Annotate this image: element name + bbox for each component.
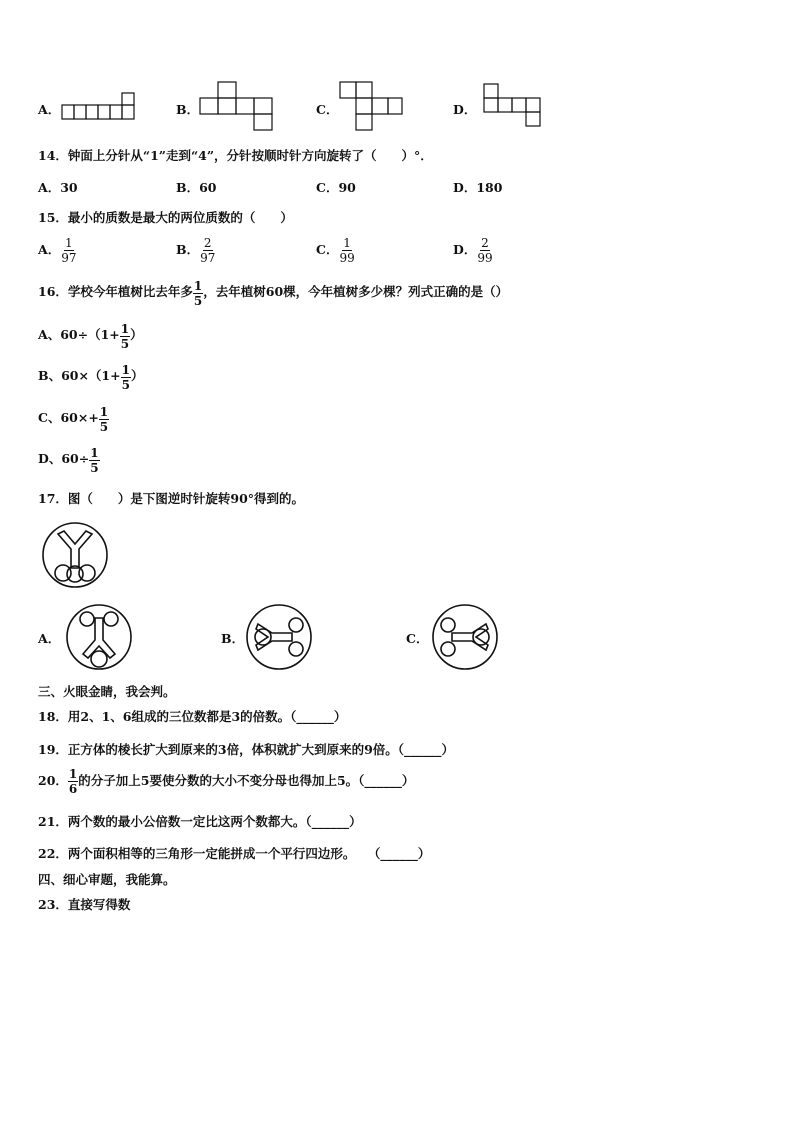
- q15-option-c: [316, 237, 356, 264]
- q20-statement: 的分子加上5要使分数的大小不变分母也得加上5。（______）: [78, 773, 415, 788]
- q13-net-d: [484, 84, 546, 130]
- q23-text: 23．直接写得数: [38, 897, 131, 912]
- fraction-denominator: 97: [200, 251, 216, 265]
- q13-net-c: [340, 82, 404, 132]
- q16-option-b-fraction: [121, 364, 131, 391]
- q17-option-c-figure: [432, 604, 500, 672]
- q13-option-a-label: A．: [38, 102, 61, 117]
- q14-option-d: D．180: [453, 180, 503, 195]
- q14-option-c: C．90: [316, 180, 356, 195]
- q16-option-b-post: ）: [130, 368, 144, 383]
- q15-option-d-fraction: [476, 237, 493, 264]
- q13-net-a: [62, 93, 136, 121]
- q15-option-d: [453, 237, 494, 264]
- q15-option-c-label: C．: [316, 242, 339, 257]
- section-4-title: 四、细心审题，我能算。: [38, 872, 176, 887]
- q14-option-b: B．60: [176, 180, 217, 195]
- fraction-numerator: 2: [481, 236, 489, 250]
- q22-text: 22．两个面积相等的三角形一定能拼成一个平行四边形。 （______）: [38, 846, 431, 861]
- q16-stem-post: ，去年植树60棵，今年植树多少棵？列式正确的是（）: [203, 284, 509, 299]
- fraction-numerator: 1: [68, 767, 78, 781]
- q16-option-c-fraction: [99, 406, 109, 433]
- fraction-denominator: 6: [68, 782, 78, 796]
- q14-stem: 14．钟面上分针从“1”走到“4”，分针按顺时针方向旋转了（ ）°．: [38, 148, 433, 163]
- q15-option-a-label: A．: [38, 242, 61, 257]
- q15-option-c-fraction: [338, 237, 355, 264]
- fraction-denominator: 5: [120, 337, 130, 351]
- q16-option-c-pre: C、60×+: [38, 410, 99, 425]
- q16-option-a-fraction: [120, 323, 130, 350]
- q17-stem: 17．图（ ）是下图逆时针旋转90°得到的。: [38, 491, 305, 506]
- fraction-denominator: 5: [90, 461, 99, 475]
- q21-text: 21．两个数的最小公倍数一定比这两个数都大。（______）: [38, 814, 362, 829]
- q16-option-b-pre: B、60×（1+: [38, 368, 121, 383]
- q16-option-b: [38, 364, 143, 391]
- q16-option-a: [38, 323, 143, 350]
- q13-option-b-label: B．: [176, 102, 200, 117]
- fraction-numerator: 1: [121, 363, 130, 377]
- q20-fraction: [68, 768, 78, 795]
- fraction-denominator: 99: [477, 251, 493, 265]
- q20-text: [38, 768, 414, 795]
- fraction-denominator: 5: [121, 378, 130, 392]
- q16-option-a-post: ）: [130, 327, 143, 342]
- fraction-denominator: 5: [99, 420, 109, 434]
- q15-option-a: [38, 237, 77, 264]
- q20-number: 20．: [38, 773, 68, 788]
- q16-option-a-pre: A、60÷（1+: [38, 327, 120, 342]
- fraction-denominator: 5: [193, 294, 203, 308]
- q14-option-a: A．30: [38, 180, 78, 195]
- q13-net-b: [200, 82, 276, 132]
- q13-option-d-label: D．: [453, 102, 477, 117]
- fraction-numerator: 1: [99, 405, 109, 419]
- q17-option-a-figure: [66, 604, 134, 672]
- q16-option-c: [38, 406, 109, 433]
- fraction-numerator: 1: [120, 322, 130, 336]
- section-3-title: 三、火眼金睛，我会判。: [38, 684, 176, 699]
- q15-option-b: [176, 237, 216, 264]
- q15-option-b-label: B．: [176, 242, 200, 257]
- q16-stem-pre: 16．学校今年植树比去年多: [38, 284, 193, 299]
- q17-option-a-label: A．: [38, 631, 61, 646]
- q15-option-a-fraction: [60, 237, 77, 264]
- fraction-numerator: 1: [65, 236, 73, 250]
- q16-stem-fraction: [193, 280, 203, 307]
- fraction-numerator: 1: [90, 446, 99, 460]
- q18-text: 18．用2、1、6组成的三位数都是3的倍数。（______）: [38, 709, 347, 724]
- q17-original-figure: [42, 522, 110, 590]
- q15-stem: 15．最小的质数是最大的两位质数的（ ）: [38, 210, 293, 225]
- q16-option-d: [38, 447, 100, 474]
- q17-option-c-label: C．: [406, 631, 429, 646]
- q16-option-d-pre: D、60÷: [38, 451, 90, 466]
- q17-option-b-figure: [246, 604, 314, 672]
- fraction-numerator: 1: [343, 236, 351, 250]
- q13-option-c-label: C．: [316, 102, 339, 117]
- q16-stem: [38, 280, 508, 307]
- q19-text: 19．正方体的棱长扩大到原来的3倍，体积就扩大到原来的9倍。（______）: [38, 742, 455, 757]
- q15-option-d-label: D．: [453, 242, 477, 257]
- q17-option-b-label: B．: [221, 631, 245, 646]
- fraction-numerator: 1: [193, 279, 203, 293]
- q16-option-d-fraction: [89, 447, 99, 474]
- fraction-denominator: 97: [61, 251, 77, 265]
- q15-option-b-fraction: [199, 237, 216, 264]
- fraction-numerator: 2: [203, 236, 212, 250]
- fraction-denominator: 99: [339, 251, 355, 265]
